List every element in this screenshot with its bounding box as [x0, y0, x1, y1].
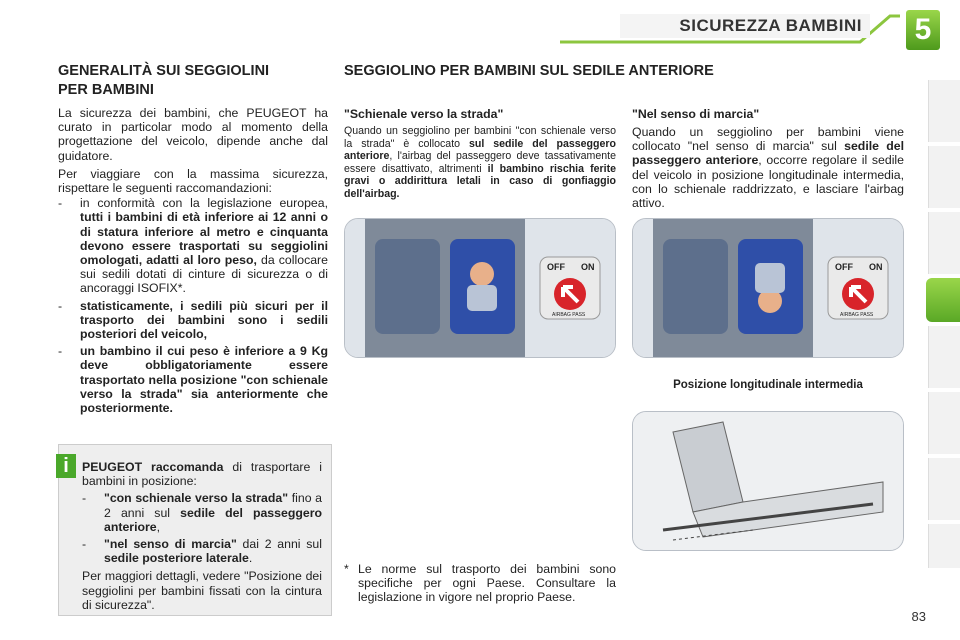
chapter-tab[interactable] — [928, 392, 960, 454]
airbag-pass-label: AIRBAG PASS — [840, 312, 874, 318]
chapter-tab-active[interactable] — [926, 278, 960, 322]
rear-facing-illustration — [344, 218, 616, 358]
info-icon: i — [56, 454, 76, 478]
chapter-tab[interactable] — [928, 80, 960, 142]
forward-facing-title: "Nel senso di marcia" — [632, 107, 760, 121]
section-title: SICUREZZA BAMBINI — [679, 16, 862, 35]
airbag-on-label: ON — [869, 262, 883, 272]
rear-facing-column: "Schienale verso la strada" Quando un seggiolino per bambini "con schienale verso la strada" è collocato sul sedile del passeggero anteriore, l'airbag del passeggero deve tassativamente essere disattivato, altrimenti il bambino rischia ferite gravi o addirittura letali in caso di gonfiaggio dell'airbag. — [344, 107, 617, 200]
chapter-tab[interactable] — [928, 146, 960, 208]
chapter-tab[interactable] — [928, 524, 960, 568]
chapter-tab[interactable] — [928, 326, 960, 388]
intro-paragraph: La sicurezza dei bambini, che PEUGEOT ha curato in particolar modo al momento della progettazione del veicolo, dipende anche dal guidatore. — [58, 106, 328, 163]
airbag-pass-label: AIRBAG PASS — [552, 312, 586, 318]
forward-facing-column: "Nel senso di marcia" Quando un seggiolino per bambini viene collocato "nel senso di marcia" sul sedile del passeggero anteriore, occorre regolare il sedile del veicolo in posizione longitudinale intermedia, con lo schienale raddrizzato, e lasciare l'airbag attivo. — [632, 107, 904, 211]
left-heading: GENERALITÀ SUI SEGGIOLINI PER BAMBINI — [58, 63, 270, 98]
chapter-tab[interactable] — [928, 212, 960, 274]
rear-facing-title: "Schienale verso la strada" — [344, 107, 504, 121]
chapter-tab[interactable] — [928, 458, 960, 520]
footnote: * Le norme sul trasporto dei bambini sono specifiche per ogni Paese. Consultare la legislazione in vigore nel proprio Paese. — [344, 562, 616, 605]
seat-position-illustration — [632, 411, 904, 551]
recommendations-paragraph: Per viaggiare con la massima sicurezza, rispettare le seguenti raccomandazioni: — [58, 166, 328, 196]
right-heading: SEGGIOLINO PER BAMBINI SUL SEDILE ANTERIORE — [344, 63, 714, 79]
page-number: 83 — [911, 609, 926, 624]
chapter-number: 5 — [906, 10, 940, 50]
list-item: - in conformità con la legislazione europea, tutti i bambini di età inferiore ai 12 anni o di statura inferiore al metro e cinquanta devono essere trasportati su seggiolini omologati, adatti al loro peso, da collocare sui sedili dotati di cinture di sicurezza o di ancoraggi ISOFIX*. — [58, 196, 328, 296]
seat-position-caption: Posizione longitudinale intermedia — [673, 379, 863, 391]
airbag-off-label: OFF — [835, 262, 853, 272]
list-item: - un bambino il cui peso è inferiore a 9 Kg deve obbligatoriamente essere trasportato nella posizione "con schienale verso la strada" sia anteriormente che posteriormente. — [58, 344, 328, 416]
forward-facing-illustration — [632, 218, 904, 358]
airbag-off-label: OFF — [547, 262, 565, 272]
list-item: - statisticamente, i sedili più sicuri per il trasporto dei bambini sono i sedili posteriori del veicolo, — [58, 298, 328, 342]
airbag-on-label: ON — [581, 262, 595, 272]
recommendation-text: PEUGEOT raccomanda di trasportare i bambini in posizione: - "con schienale verso la strada" fino a 2 anni sul sedile del passeggero anteriore, - "nel senso di marcia" dai 2 anni sul sedile posteriore laterale. Per maggiori dettagli, vedere "Posizione dei seggiolini per bambini fissati con la cintura di sicurezza". — [82, 460, 323, 612]
